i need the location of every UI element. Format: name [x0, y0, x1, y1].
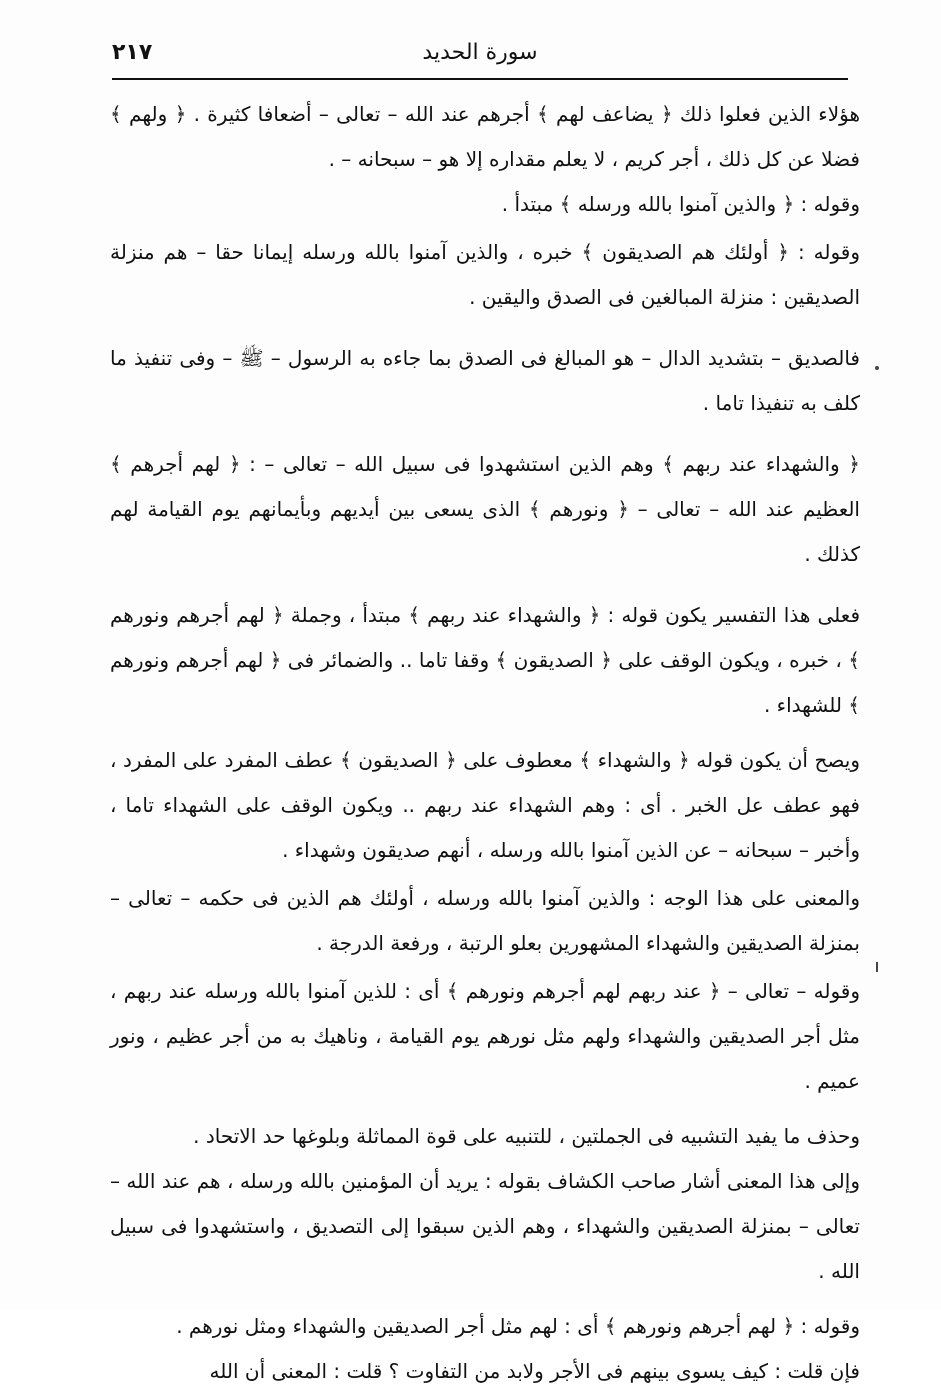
paragraph: وإلى هذا المعنى أشار صاحب الكشاف بقوله : يريد أن المؤمنين بالله ورسله ، هم عند الله – تعالى – بمنزلة الصديقين والشهداء ، وهم الذين سبقوا إلى التصديق ، واستشهدوا فى سبيل الله .	[110, 1169, 860, 1283]
paragraph: ويصح أن يكون قوله ﴿ والشهداء ﴾ معطوف على ﴿ الصديقون ﴾ عطف المفرد على المفرد ، فهو عطف عل الخبر . أى : وهم الشهداء عند ربهم .. ويكون الوقف على الشهداء تاما ، وأخبر – سبحانه – عن الذين آمنوا بالله ورسله ، أنهم صديقون وشهداء .	[110, 748, 860, 862]
paragraph: فإن قلت : كيف يسوى بينهم فى الأجر ولابد من التفاوت ؟ قلت : المعنى أن الله	[209, 1359, 860, 1383]
paragraph: وقوله – تعالى – ﴿ عند ربهم لهم أجرهم ونورهم ﴾ أى : للذين آمنوا بالله ورسله عند ربهم ، مثل أجر الصديقين والشهداء ولهم مثل نورهم يوم القيامة ، وناهيك به من أجر عظيم ، ونور عميم .	[110, 979, 860, 1093]
page-number: ٢١٧	[112, 40, 153, 65]
page-body	[110, 92, 860, 1394]
paragraph: فالصديق – بتشديد الدال – هو المبالغ فى الصدق بما جاءه به الرسول – ﷺ – وفى تنفيذ ما كلف به تنفيذا تاما .	[110, 346, 860, 415]
page-header	[112, 30, 848, 80]
margin-mark	[876, 962, 878, 972]
margin-mark	[875, 366, 879, 370]
surah-title: سورة الحديد	[422, 40, 538, 65]
paragraph: هؤلاء الذين فعلوا ذلك ﴿ يضاعف لهم ﴾ أجرهم عند الله – تعالى – أضعافا كثيرة . ﴿ ولهم ﴾ فضلا عن كل ذلك ، أجر كريم ، لا يعلم مقداره إلا هو – سبحانه – .	[110, 102, 860, 171]
header-divider	[112, 78, 848, 80]
paragraph: فعلى هذا التفسير يكون قوله : ﴿ والشهداء عند ربهم ﴾ مبتدأ ، وجملة ﴿ لهم أجرهم ونورهم ﴾ ، خبره ، ويكون الوقف على ﴿ الصديقون ﴾ وقفا تاما .. والضمائر فى ﴿ لهم أجرهم ونورهم ﴾ للشهداء .	[110, 603, 860, 717]
paragraph: وحذف ما يفيد التشبيه فى الجملتين ، للتنبيه على قوة المماثلة وبلوغها حد الاتحاد .	[193, 1124, 860, 1148]
paragraph: ﴿ والشهداء عند ربهم ﴾ وهم الذين استشهدوا فى سبيل الله – تعالى – : ﴿ لهم أجرهم ﴾ العظيم عند الله – تعالى – ﴿ ونورهم ﴾ الذى يسعى بين أيديهم وبأيمانهم يوم القيامة لهم كذلك .	[110, 452, 860, 566]
paragraph: والمعنى على هذا الوجه : والذين آمنوا بالله ورسله ، أولئك هم الذين فى حكمه – تعالى – بمنزلة الصديقين والشهداء المشهورين بعلو الرتبة ، ورفعة الدرجة .	[110, 886, 860, 955]
paragraph: وقوله : ﴿ لهم أجرهم ونورهم ﴾ أى : لهم مثل أجر الصديقين والشهداء ومثل نورهم .	[176, 1314, 860, 1338]
paragraph: وقوله : ﴿ أولئك هم الصديقون ﴾ خبره ، والذين آمنوا بالله ورسله إيمانا حقا – هم منزلة الصديقين : منزلة المبالغين فى الصدق واليقين .	[110, 240, 860, 309]
paragraph: وقوله : ﴿ والذين آمنوا بالله ورسله ﴾ مبتدأ .	[501, 192, 860, 216]
